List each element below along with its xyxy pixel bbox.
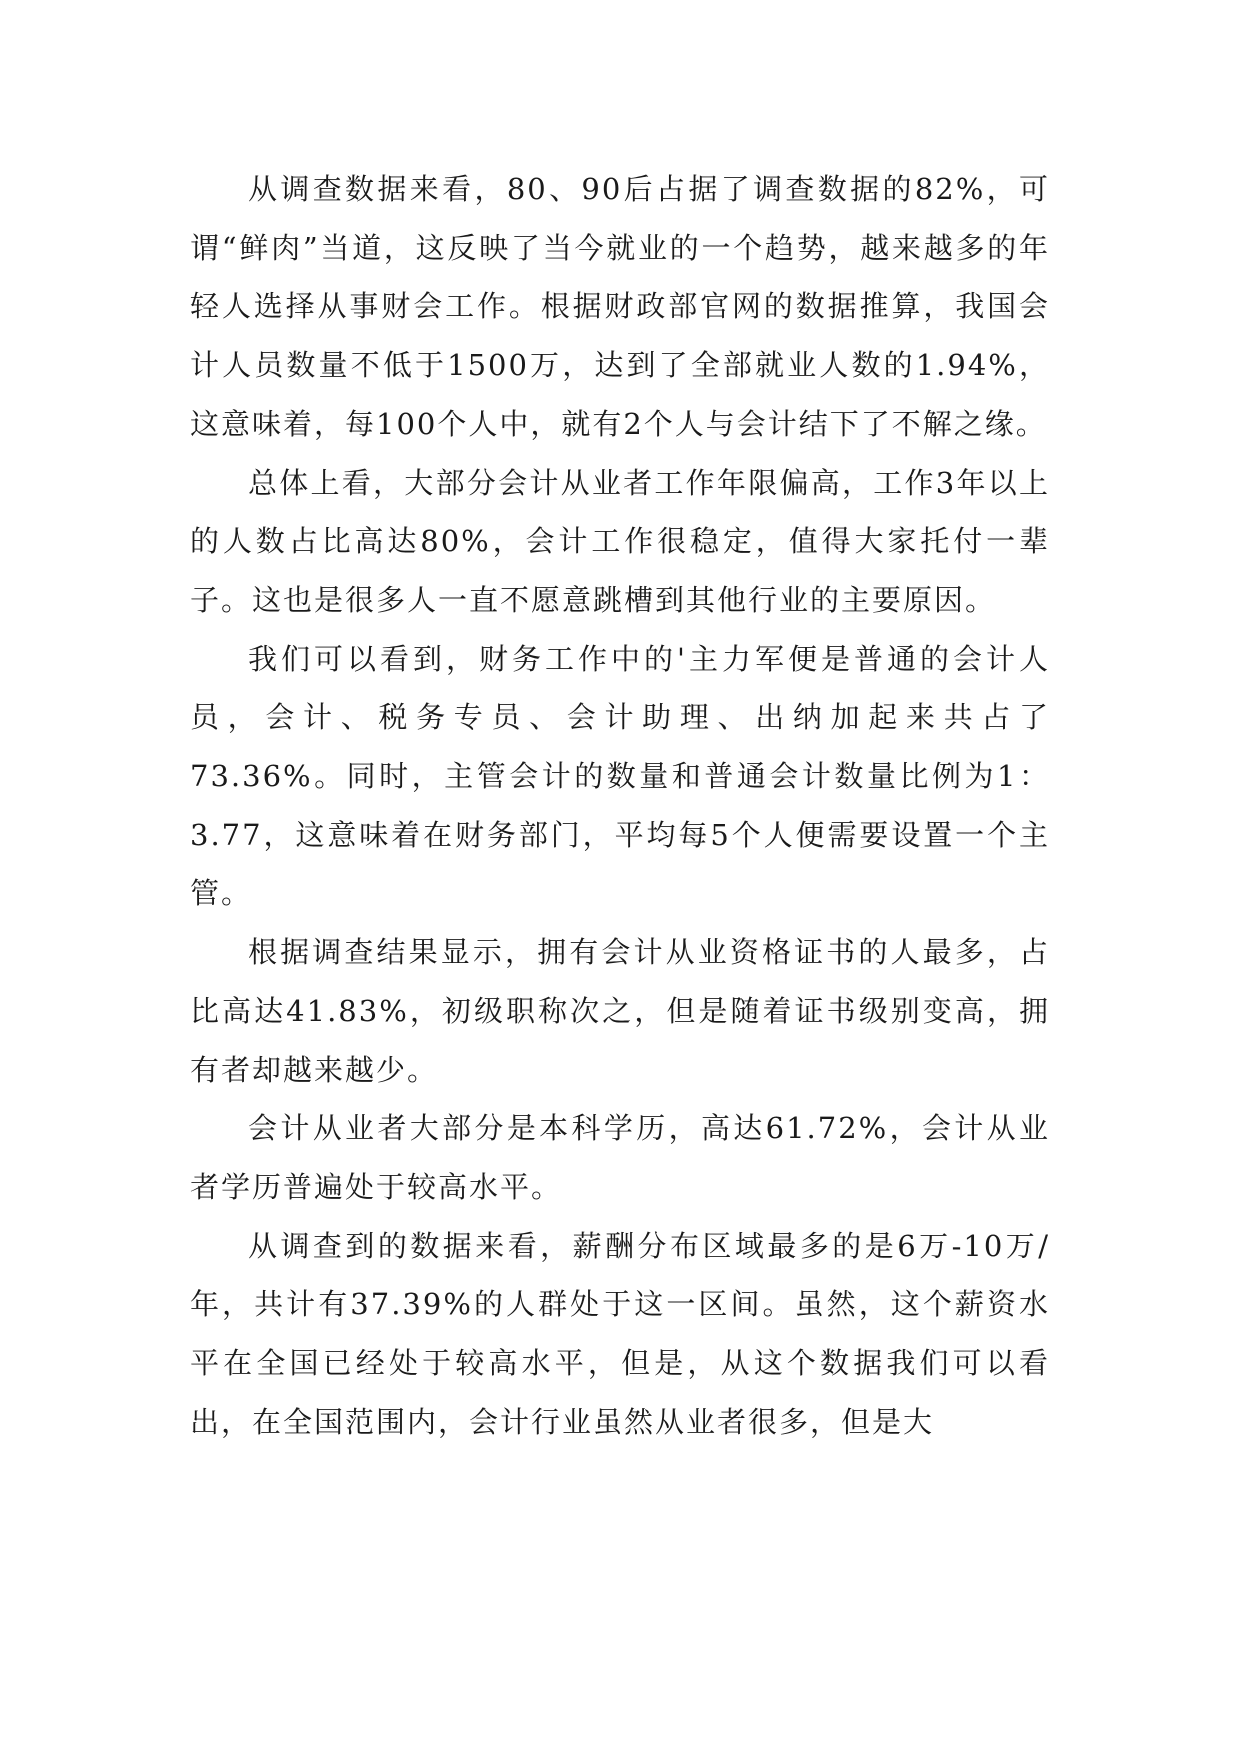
paragraph-certificates: 根据调查结果显示，拥有会计从业资格证书的人最多，占比高达41.83%，初级职称次之，但是随着证书级别变高，拥有者却越来越少。 <box>190 935 1050 1087</box>
paragraph-job-roles: 我们可以看到，财务工作中的'主力军便是普通的会计人员，会计、税务专员、会计助理、出纳加起来共占了73.36%。同时，主管会计的数量和普通会计数量比例为1：3.77，这意味着在财务部门，平均每5个人便需要设置一个主管。 <box>190 641 1050 911</box>
paragraph-salary: 从调查到的数据来看，薪酬分布区域最多的是6万-10万/年，共计有37.39%的人群处于这一区间。虽然，这个薪资水平在全国已经处于较高水平，但是，从这个数据我们可以看出，在全国范围内，会计行业虽然从业者很多，但是大 <box>190 1228 1050 1439</box>
paragraph-age-statistics: 从调查数据来看，80、90后占据了调查数据的82%，可谓“鲜肉”当道，这反映了当今就业的一个趋势，越来越多的年轻人选择从事财会工作。根据财政部官网的数据推算，我国会计人员数量不低于1500万，达到了全部就业人数的1.94%，这意味着，每100个人中，就有2个人与会计结下了不解之缘。 <box>190 172 1050 441</box>
paragraph-work-years: 总体上看，大部分会计从业者工作年限偏高，工作3年以上的人数占比高达80%，会计工作很稳定，值得大家托付一辈子。这也是很多人一直不愿意跳槽到其他行业的主要原因。 <box>190 465 1050 617</box>
document-body <box>190 160 1050 1451</box>
paragraph-education: 会计从业者大部分是本科学历，高达61.72%，会计从业者学历普遍处于较高水平。 <box>190 1111 1050 1204</box>
